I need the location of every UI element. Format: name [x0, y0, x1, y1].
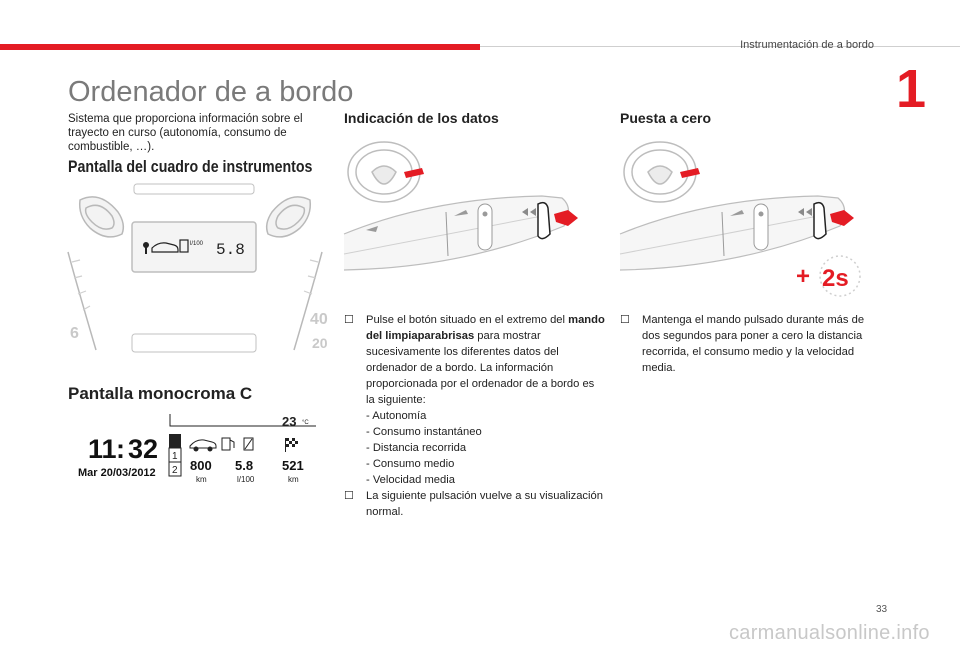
mono-temp-unit: °C — [302, 420, 309, 426]
monochrome-screen-illustration — [72, 412, 318, 492]
bullet-checkbox-icon: ☐ — [344, 314, 355, 326]
bullet-checkbox-icon: ☐ — [620, 314, 631, 326]
mono-time-minutes: 32 — [128, 434, 159, 464]
page-title: Ordenador de a bordo — [68, 76, 354, 108]
bullet-data-display — [344, 312, 606, 488]
header-rule — [480, 46, 960, 47]
list-item: - Autonomía — [366, 410, 427, 422]
mono-flag-icon — [285, 438, 298, 452]
list-item: - Consumo medio — [366, 458, 455, 470]
dial-right-number-2: 20 — [312, 335, 328, 351]
mono-distance-unit: km — [288, 475, 299, 484]
header-accent-bar — [0, 44, 480, 50]
instrument-cluster-illustration — [66, 182, 328, 351]
bullet-text-post: para mostrar sucesivamente los diferentes datos del ordenador de a bordo. La información proporcionada por el ordenador de a bordo es la siguiente: — [366, 330, 595, 406]
cluster-unit-text: l/100 — [190, 241, 204, 247]
bullet-text-pre: Pulse el botón situado en el extremo del — [366, 314, 569, 326]
heading-reset: Puesta a cero — [620, 110, 712, 126]
mono-tab-2: 2 — [172, 465, 178, 476]
bullet-text: La siguiente pulsación vuelve a su visualización normal. — [366, 490, 603, 518]
mono-time-hours: 11 — [88, 434, 117, 464]
watermark: carmanualsonline.info — [729, 622, 930, 644]
intro-text: Sistema que proporciona información sobre el trayecto en curso (autonomía, consumo de combustible, …). — [68, 113, 303, 153]
badge-plus: + — [796, 263, 811, 290]
bullet-text-bold: mando del limpiaparabrisas — [366, 314, 605, 342]
mono-time-separator: : — [116, 434, 125, 464]
mono-tab-active — [169, 434, 181, 448]
mono-distance-value: 521 — [282, 458, 304, 473]
bullet-next-press — [344, 488, 606, 520]
heading-cluster-screen: Pantalla del cuadro de instrumentos — [68, 158, 313, 176]
bullet-reset — [620, 312, 882, 376]
list-item: - Consumo instantáneo — [366, 426, 482, 438]
two-seconds-badge — [796, 254, 864, 298]
bullet-text: Mantenga el mando pulsado durante más de dos segundos para poner a cero la distancia recorrida, el consumo medio y la velocidad media. — [642, 314, 865, 374]
badge-text: 2s — [822, 265, 849, 292]
mono-average-icon — [244, 438, 253, 450]
mono-tab-1: 1 — [172, 451, 178, 462]
page-number: 33 — [876, 604, 888, 615]
section-title: Instrumentación de a bordo — [740, 39, 874, 51]
list-item: - Distancia recorrida — [366, 442, 467, 454]
heading-mono-screen: Pantalla monocroma C — [68, 384, 253, 403]
mono-fuel-icon — [222, 438, 234, 450]
heading-data-display: Indicación de los datos — [344, 110, 499, 126]
dial-left-number: 6 — [70, 325, 79, 342]
bullet-checkbox-icon: ☐ — [344, 490, 355, 502]
mono-consumption-value: 5.8 — [235, 458, 254, 473]
mono-consumption-unit: l/100 — [237, 475, 255, 484]
chapter-number: 1 — [896, 59, 927, 119]
dial-right-number: 40 — [310, 311, 328, 328]
mono-range-icon — [190, 440, 216, 451]
mono-temperature: 23 — [282, 414, 297, 429]
mono-range-unit: km — [196, 475, 207, 484]
list-item: - Velocidad media — [366, 474, 455, 486]
cluster-value-text: 5.8 — [216, 241, 245, 259]
mono-range-value: 800 — [190, 458, 212, 473]
wiper-stalk-button-illustration — [342, 138, 600, 278]
mono-date: Mar 20/03/2012 — [78, 467, 156, 479]
